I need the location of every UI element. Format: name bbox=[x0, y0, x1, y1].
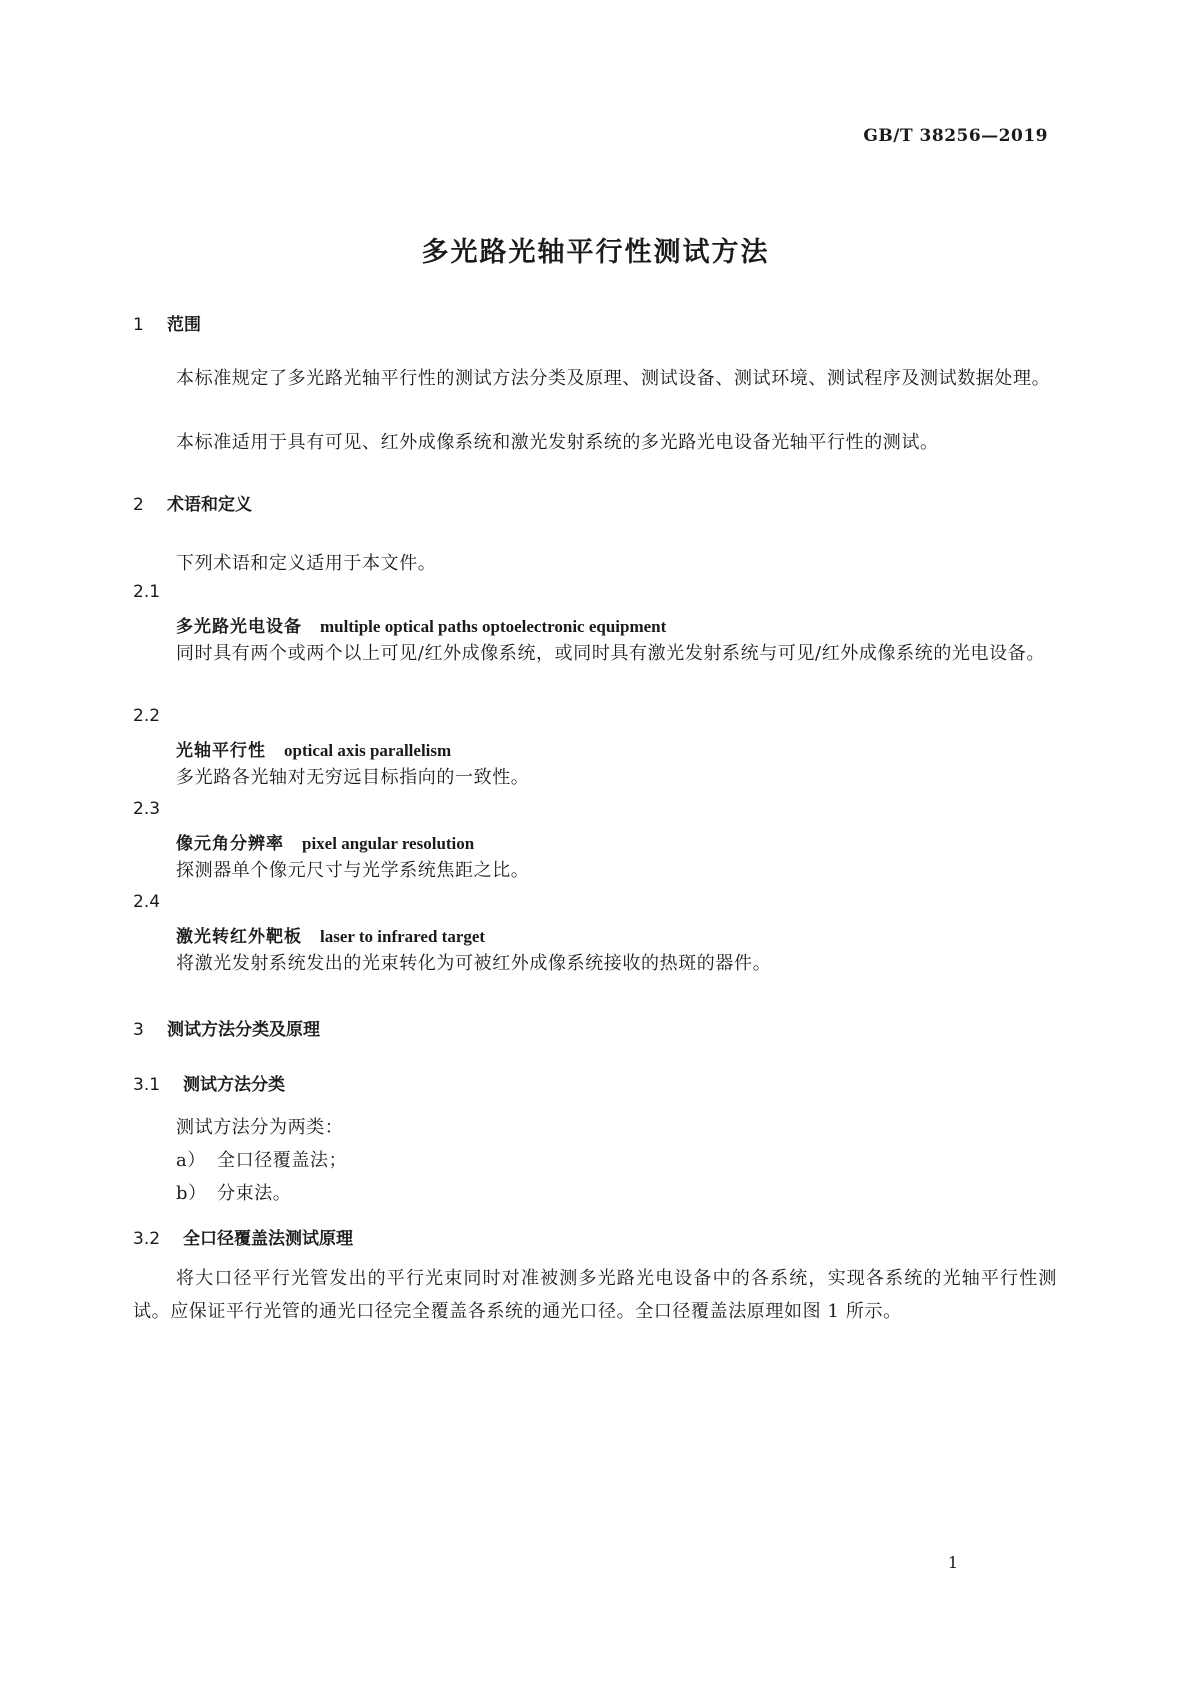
section-title: 测试方法分类及原理 bbox=[167, 1020, 320, 1040]
term-english: pixel angular resolution bbox=[302, 834, 475, 853]
term-definition: 同时具有两个或两个以上可见/红外成像系统，或同时具有激光发射系统与可见/红外成像系统的光电设备。 bbox=[176, 643, 1045, 664]
term-number: 2.2 bbox=[133, 706, 161, 726]
term-definition: 多光路各光轴对无穷远目标指向的一致性。 bbox=[176, 767, 530, 788]
section-number: 3 bbox=[133, 1020, 144, 1040]
subsection-title: 测试方法分类 bbox=[183, 1075, 285, 1095]
subsection-3-1-intro: 测试方法分为两类： bbox=[176, 1117, 344, 1138]
section-2-heading bbox=[133, 490, 252, 515]
term-english: optical axis parallelism bbox=[284, 741, 452, 760]
section-title: 术语和定义 bbox=[167, 495, 252, 515]
section-number: 1 bbox=[133, 315, 144, 335]
page-number: 1 bbox=[947, 1553, 958, 1572]
list-marker: a） bbox=[176, 1150, 206, 1171]
term-chinese: 像元角分辨率 bbox=[176, 834, 284, 854]
section-3-heading bbox=[133, 1015, 320, 1040]
document-title: 多光路光轴平行性测试方法 bbox=[421, 237, 770, 268]
subsection-title: 全口径覆盖法测试原理 bbox=[183, 1229, 353, 1249]
section-1-paragraph-1: 本标准规定了多光路光轴平行性的测试方法分类及原理、测试设备、测试环境、测试程序及测试数据处理。 bbox=[176, 368, 1051, 389]
list-text: 分束法。 bbox=[217, 1183, 292, 1204]
term-entry bbox=[176, 922, 485, 947]
term-english: laser to infrared target bbox=[320, 927, 486, 946]
subsection-number: 3.1 bbox=[133, 1075, 161, 1095]
term-english: multiple optical paths optoelectronic equipment bbox=[320, 617, 667, 636]
term-definition: 将激光发射系统发出的光束转化为可被红外成像系统接收的热斑的器件。 bbox=[176, 953, 772, 974]
standard-number: GB/T 38256—2019 bbox=[863, 126, 1048, 146]
section-1-paragraph-2: 本标准适用于具有可见、红外成像系统和激光发射系统的多光路光电设备光轴平行性的测试。 bbox=[176, 432, 939, 453]
list-marker: b） bbox=[176, 1183, 207, 1204]
term-entry bbox=[176, 736, 451, 761]
list-item bbox=[176, 1146, 347, 1172]
term-chinese: 多光路光电设备 bbox=[176, 617, 302, 637]
subsection-3-2-heading bbox=[133, 1224, 353, 1249]
term-chinese: 光轴平行性 bbox=[176, 741, 266, 761]
term-number: 2.4 bbox=[133, 892, 161, 912]
term-definition: 探测器单个像元尺寸与光学系统焦距之比。 bbox=[176, 860, 530, 881]
section-1-heading bbox=[133, 310, 201, 335]
term-entry bbox=[176, 612, 666, 637]
list-text: 全口径覆盖法； bbox=[217, 1150, 348, 1171]
subsection-number: 3.2 bbox=[133, 1229, 161, 1249]
list-item bbox=[176, 1179, 291, 1205]
term-number: 2.1 bbox=[133, 582, 161, 602]
subsection-3-2-paragraph: 将大口径平行光管发出的平行光束同时对准被测多光路光电设备中的各系统，实现各系统的光轴平行性测试。应保证平行光管的通光口径完全覆盖各系统的通光口径。全口径覆盖法原理如图 1 所示。 bbox=[133, 1268, 1057, 1322]
section-title: 范围 bbox=[167, 315, 201, 335]
term-chinese: 激光转红外靶板 bbox=[176, 927, 302, 947]
section-2-intro: 下列术语和定义适用于本文件。 bbox=[176, 553, 437, 574]
section-number: 2 bbox=[133, 495, 144, 515]
subsection-3-1-heading bbox=[133, 1070, 285, 1095]
term-number: 2.3 bbox=[133, 799, 161, 819]
term-entry bbox=[176, 829, 474, 854]
